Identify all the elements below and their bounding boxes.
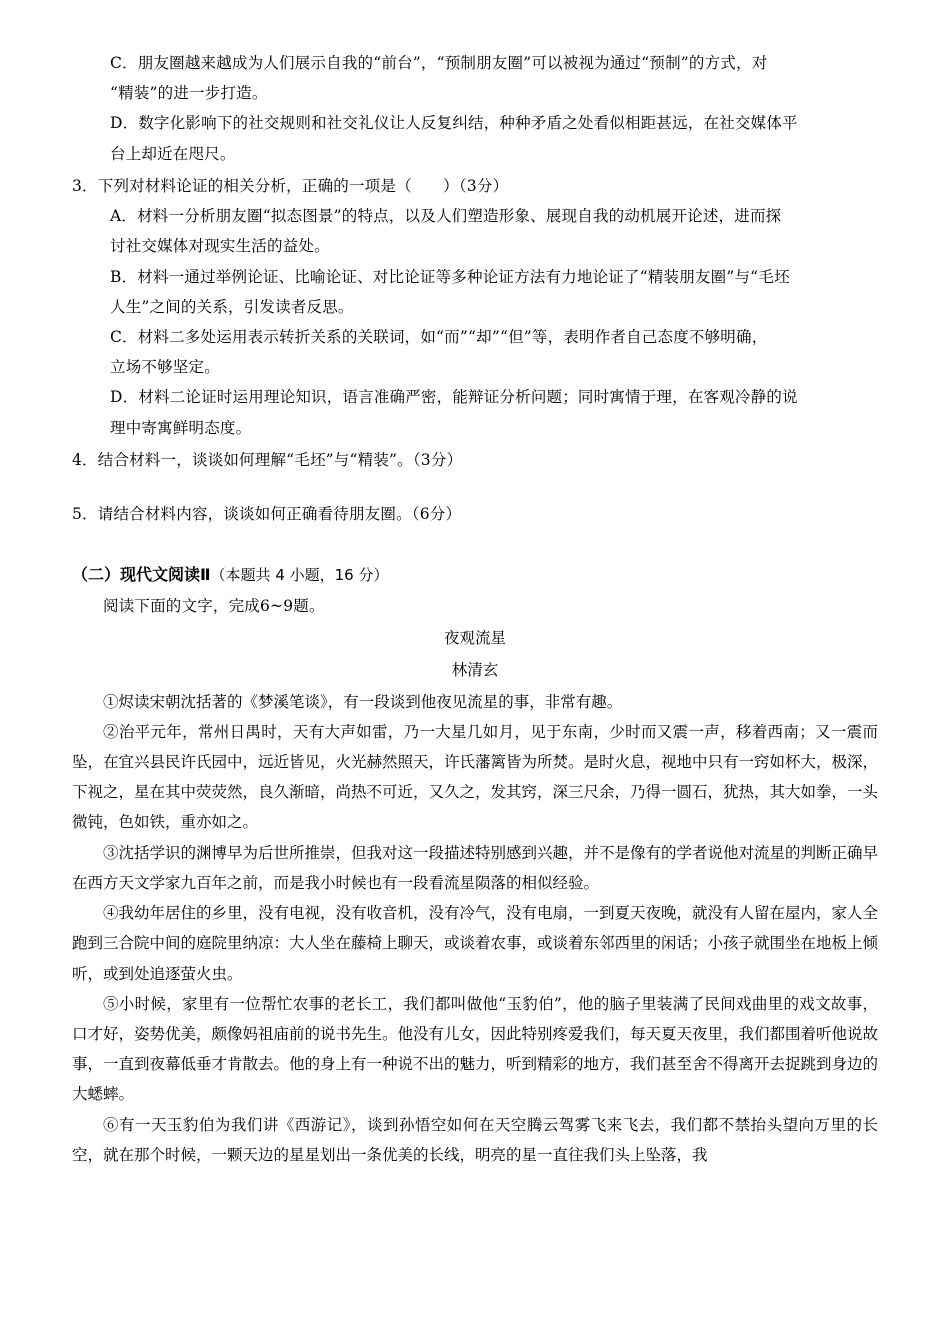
option-c-q2: C．朋友圈越来越成为人们展示自我的“前台”，“预制朋友圈”可以被视为通过“预制”的方式，对 (110, 54, 768, 72)
option-d-q3: D．材料二论证时运用理论知识，语言准确严密，能辩证分析问题；同时寓情于理，在客观冷静的说 (110, 388, 798, 407)
section-heading-label: （二）现代文阅读Ⅱ (72, 565, 211, 585)
question-5: 5．请结合材料内容，谈谈如何正确看待朋友圈。（6分） (72, 505, 462, 524)
section-heading-modern-reading-2 (72, 559, 878, 591)
reading-instruction: 阅读下面的文字，完成6~9题。 (103, 597, 325, 616)
essay-para-6: ⑥有一天玉豹伯为我们讲《西游记》，谈到孙悟空如何在天空腾云驾雾飞来飞去，我们都不禁抬头望向万里的长空，就在那个时候，一颗天边的星星划出一条优美的长线，明亮的星一直往我们头上坠落，我 (72, 1115, 878, 1164)
essay-para-1: ①烬读宋朝沈括著的《梦溪笔谈》，有一段谈到他夜见流星的事，非常有趣。 (103, 692, 623, 711)
essay-para-3: ③沈括学识的渊博早为后世所推崇，但我对这一段描述特别感到兴趣，并不是像有的学者说他对流星的判断正确早在西方天文学家九百年之前，而是我小时候也有一段看流星陨落的相似经验。 (72, 843, 879, 892)
option-d-q3-cont: 理中寄寓鲜明态度。 (110, 418, 252, 437)
document-content (72, 48, 878, 1170)
answer-space-q4 (72, 475, 878, 497)
essay-author: 林清玄 (451, 661, 499, 680)
option-b-q3-cont: 人生”之间的关系，引发读者反思。 (110, 297, 354, 316)
question-4: 4．结合材料一，谈谈如何理解“毛坯”与“精装”。（3分） (72, 450, 463, 469)
essay-para-2: ②治平元年，常州日禺时，天有大声如雷，乃一大星几如月，见于东南，少时而又震一声，移着西南；又一震而坠，在宜兴县民许氏园中，远近皆见，火光赫然照天，许氏藩篱皆为所焚。是时火息，视地中只有一窍如杯大，极深，下视之，星在其中荧荧然，良久渐暗，尚热不可近，又久之，发其窍，深三尺余，乃得一圆石，犹热，其大如拳，一头微钝，色如铁，重亦如之。 (72, 722, 879, 832)
option-a-q3: A．材料一分析朋友圈“拟态图景”的特点，以及人们塑造形象、展现自我的动机展开论述，进而探 (110, 207, 782, 226)
essay-para-5: ⑤小时候，家里有一位帮忙农事的老长工，我们都叫做他“玉豹伯”，他的脑子里装满了民间戏曲里的戏文故事，口才好，姿势优美，颇像妈祖庙前的说书先生。他没有儿女，因此特别疼爱我们，每天夏天夜里，我们都围着听他说故事，一直到夜幕低垂才肯散去。他的身上有一种说不出的魅力，听到精彩的地方，我们甚至舍不得离开去捉跳到身边的大蟋蟀。 (72, 994, 879, 1104)
section-heading-detail: （本题共 4 小题，16 分） (210, 566, 389, 585)
essay-title: 夜观流星 (443, 628, 506, 647)
option-c-q2-cont: “精装”的进一步打造。 (110, 84, 268, 103)
answer-space-q5 (72, 529, 878, 559)
option-b-q3: B．材料一通过举例论证、比喻论证、对比论证等多种论证方法有力地论证了“精装朋友圈”与“毛坯 (110, 267, 790, 286)
option-d-q2: D．数字化影响下的社交规则和社交礼仪让人反复纠结，种种矛盾之处看似相距甚远，在社交媒体平 (110, 114, 798, 133)
option-d-q2-cont: 台上却近在咫尺。 (110, 144, 236, 163)
option-a-q3-cont: 讨社交媒体对现实生活的益处。 (110, 237, 330, 256)
option-c-q3: C．材料二多处运用表示转折关系的关联词，如“而”“却”“但”等，表明作者自己态度不够明确， (110, 327, 768, 346)
option-c-q3-cont: 立场不够坚定。 (110, 358, 220, 377)
question-3: 3．下列对材料论证的相关分析，正确的一项是（ ）（3分） (72, 176, 509, 195)
essay-para-4: ④我幼年居住的乡里，没有电视，没有收音机，没有冷气，没有电扇，一到夏天夜晚，就没有人留在屋内，家人全跑到三合院中间的庭院里纳凉：大人坐在藤椅上聊天，或谈着农事，或谈着东邻西里的闲话；小孩子就围坐在地板上倾听，或到处追逐萤火虫。 (72, 904, 879, 983)
